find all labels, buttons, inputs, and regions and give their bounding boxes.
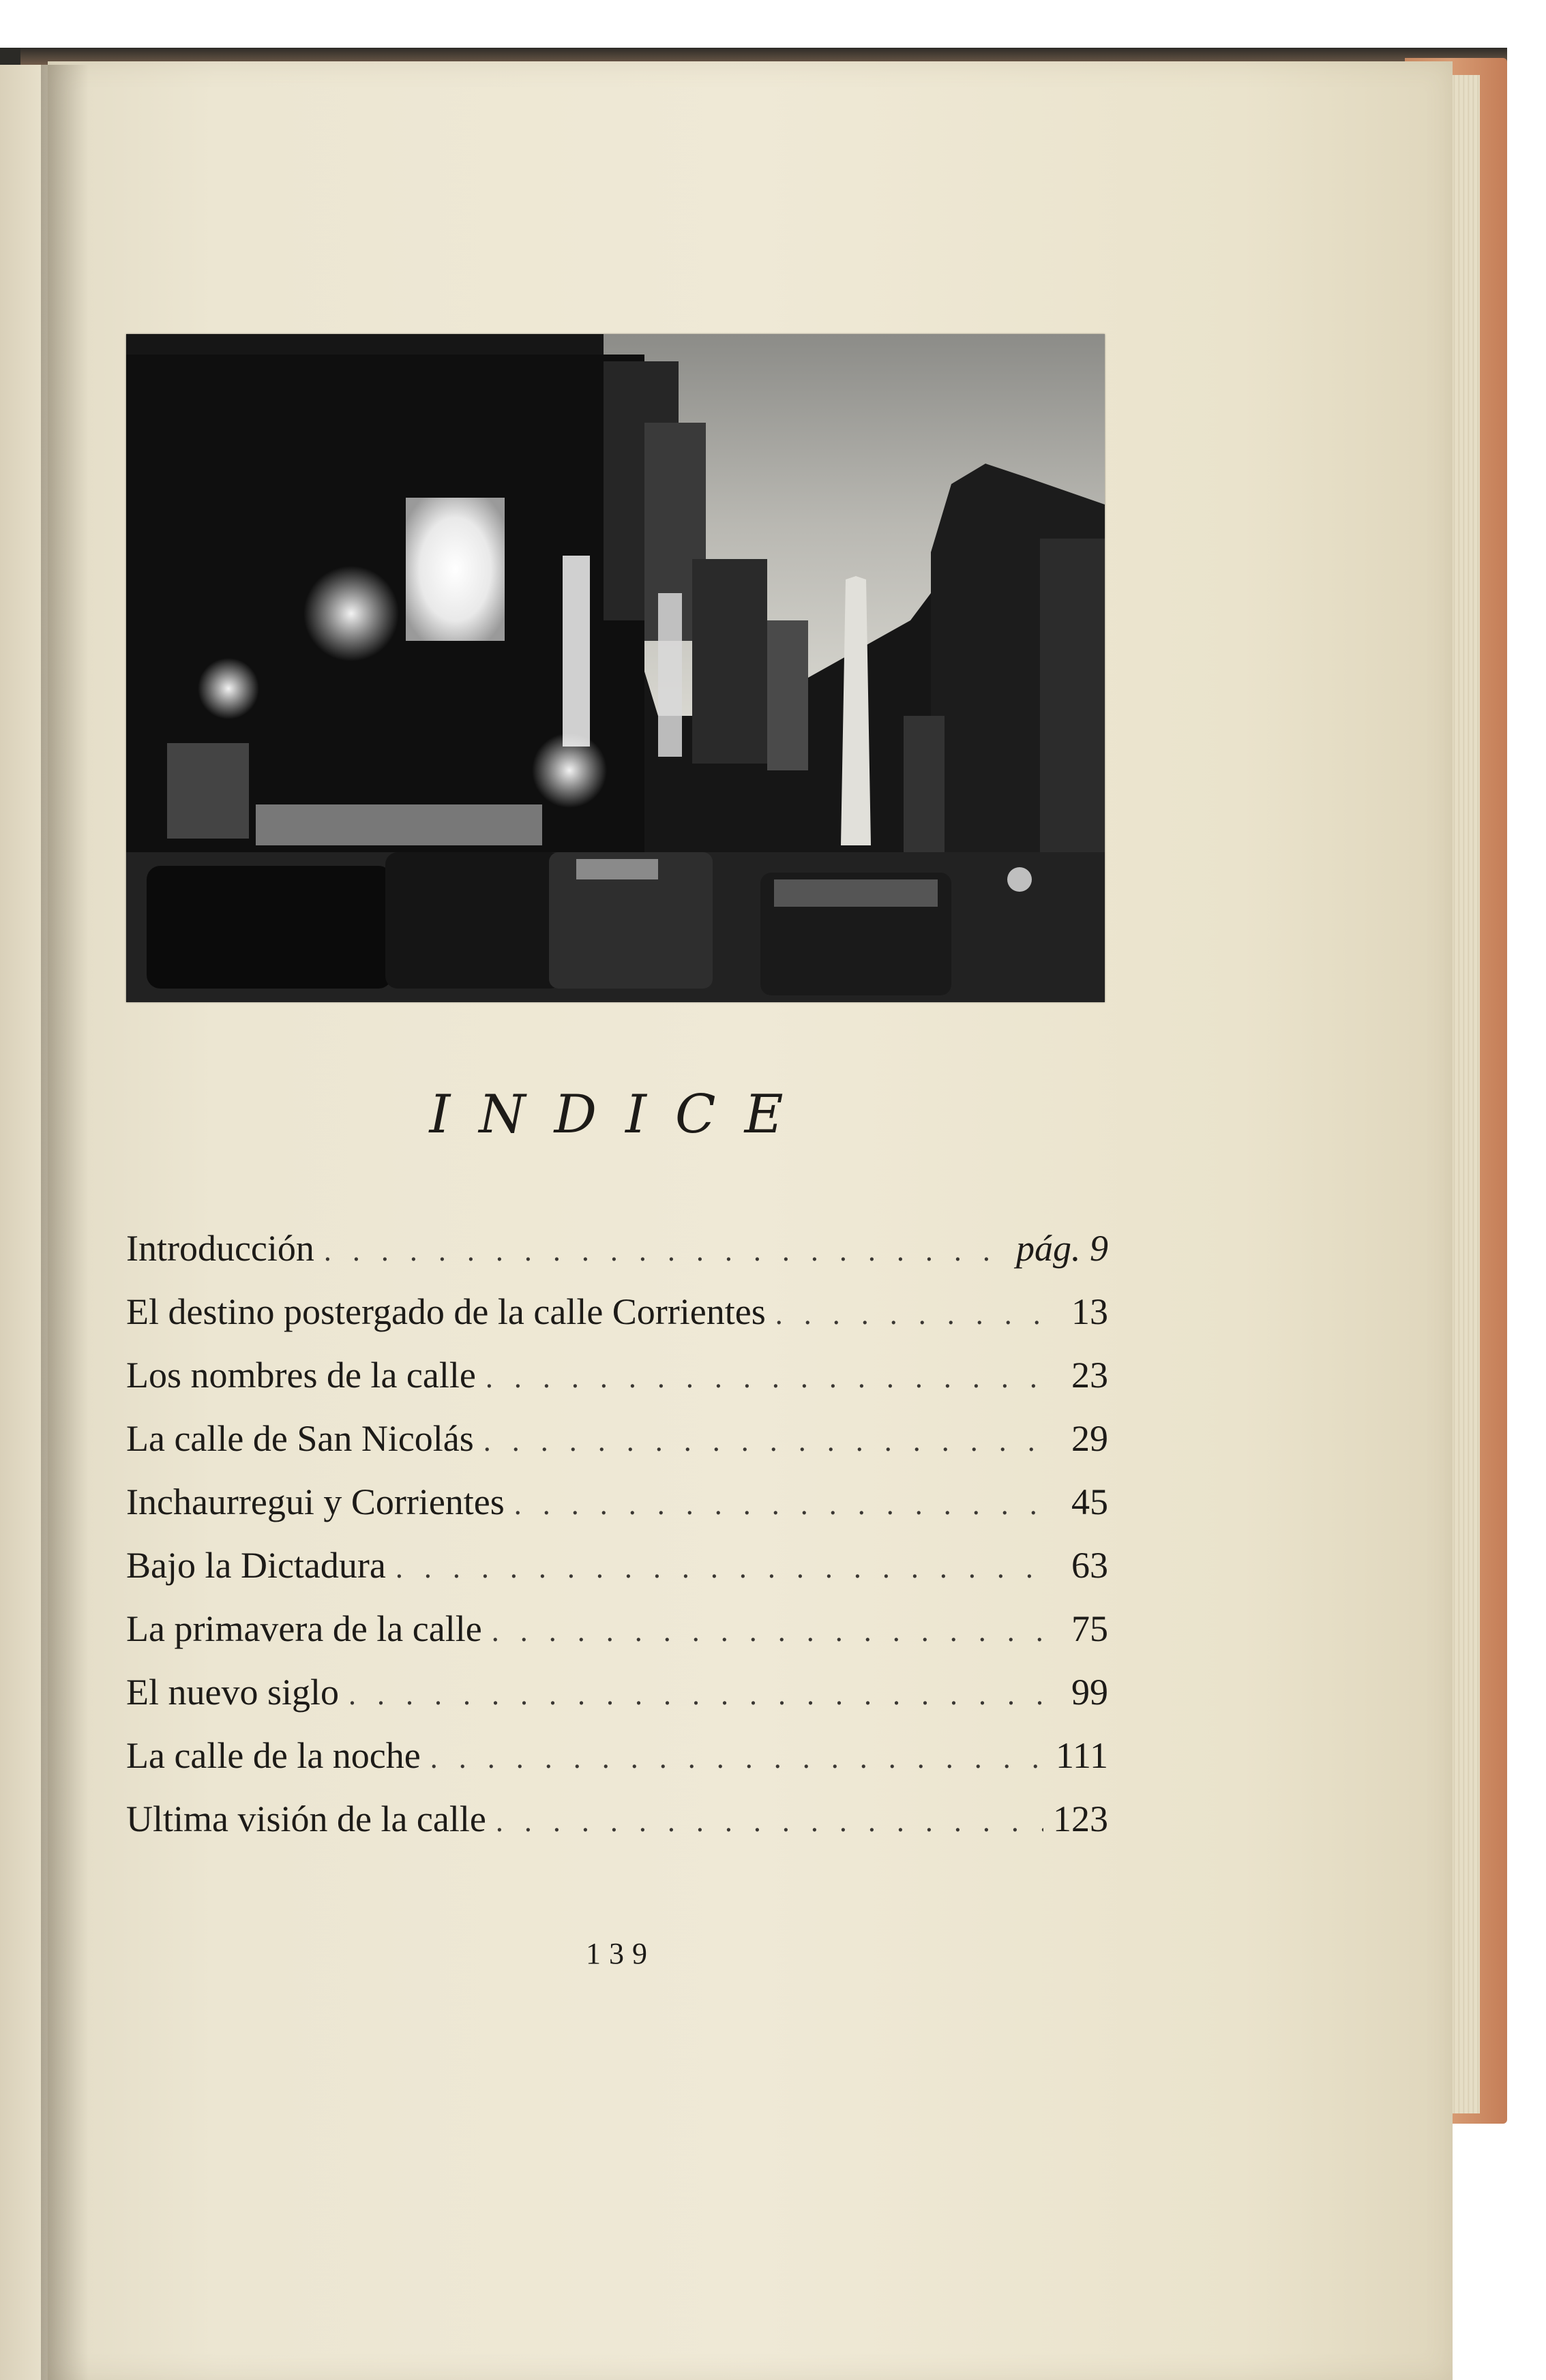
toc-entry	[126, 1291, 1108, 1354]
toc-leader-dots	[775, 1297, 1051, 1331]
toc-leader-dots	[514, 1487, 1051, 1522]
toc-entry	[126, 1671, 1108, 1734]
table-of-contents	[126, 1227, 1108, 1861]
toc-leader-dots	[430, 1741, 1046, 1775]
toc-entry-title: Los nombres de la calle	[126, 1355, 476, 1396]
toc-entry	[126, 1798, 1108, 1861]
toc-entry	[126, 1734, 1108, 1798]
toc-leader-dots	[348, 1677, 1051, 1712]
toc-entry-page: 45	[1071, 1481, 1108, 1522]
toc-entry	[126, 1481, 1108, 1544]
toc-leader-dots	[396, 1550, 1051, 1585]
toc-entry-title: Inchaurregui y Corrientes	[126, 1481, 505, 1522]
toc-leader-dots	[484, 1424, 1051, 1458]
toc-entry-title: La calle de San Nicolás	[126, 1418, 474, 1459]
toc-leader-dots	[324, 1233, 1007, 1268]
toc-leader-dots	[492, 1614, 1051, 1648]
toc-entry-title: La primavera de la calle	[126, 1608, 482, 1649]
toc-entry-title: Ultima visión de la calle	[126, 1798, 486, 1839]
toc-entry-page: 99	[1071, 1672, 1108, 1713]
toc-entry-title: Introducción	[126, 1228, 314, 1269]
toc-entry	[126, 1354, 1108, 1417]
toc-entry-title: Bajo la Dictadura	[126, 1545, 386, 1586]
toc-leader-dots	[496, 1804, 1043, 1839]
toc-entry	[126, 1227, 1108, 1291]
toc-entry-page: 13	[1071, 1291, 1108, 1332]
toc-leader-dots	[486, 1360, 1051, 1395]
toc-entry-page: pág. 9	[1016, 1228, 1108, 1269]
toc-entry-title: El destino postergado de la calle Corrientes	[126, 1291, 766, 1332]
page-gutter-shadow	[41, 65, 89, 2380]
photo-illustration	[126, 334, 1105, 1002]
toc-entry	[126, 1608, 1108, 1671]
toc-entry-title: La calle de la noche	[126, 1735, 421, 1776]
toc-entry-page: 63	[1071, 1545, 1108, 1586]
night-street-photo	[126, 334, 1105, 1002]
toc-entry-page: 29	[1071, 1418, 1108, 1459]
page-title: INDICE	[429, 1084, 812, 1145]
toc-entry-page: 75	[1071, 1608, 1108, 1649]
page-number: 139	[586, 1937, 655, 1970]
toc-entry	[126, 1417, 1108, 1481]
toc-entry-page: 23	[1071, 1355, 1108, 1396]
toc-entry-page: 123	[1053, 1798, 1108, 1839]
toc-entry	[126, 1544, 1108, 1608]
toc-entry-title: El nuevo siglo	[126, 1672, 339, 1713]
toc-entry-page: 111	[1056, 1735, 1108, 1776]
